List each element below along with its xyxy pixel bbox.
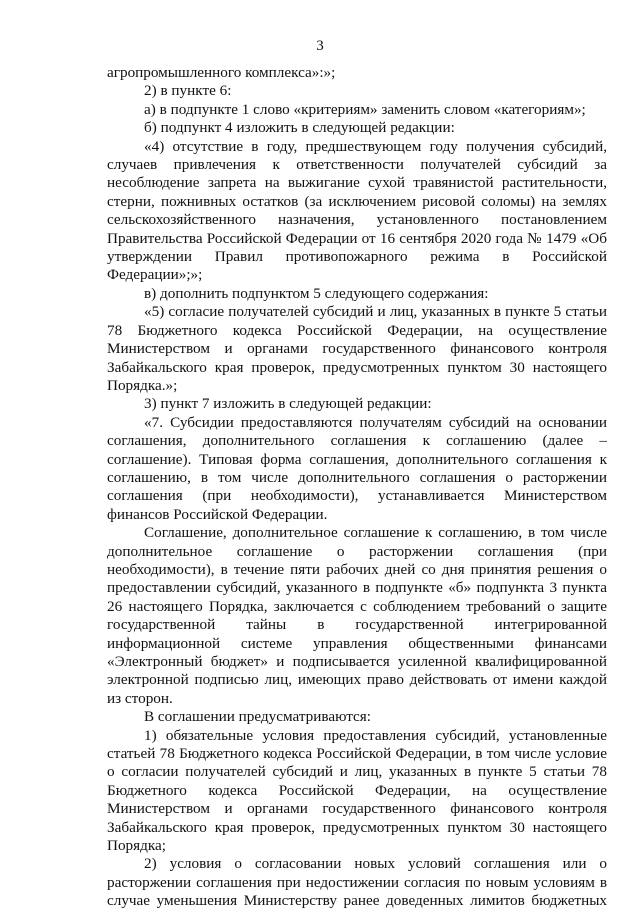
paragraph: «7. Субсидии предоставляются получателям субсидий на основании соглашения, дополнительного соглашения к соглашению (далее – соглашение). Типовая форма соглашения, дополнительного соглашения к соглашению, в том числе дополнительного соглашения о расторжении соглашения (при необходимости), устанавливается Министерством финансов Российской Федерации. xyxy=(107,413,607,523)
page-number: 3 xyxy=(316,38,324,54)
paragraph: б) подпункт 4 изложить в следующей редакции: xyxy=(144,119,455,137)
paragraph: «5) согласие получателей субсидий и лиц, указанных в пункте 5 статьи 78 Бюджетного кодекса Российской Федерации, на осуществление Министерством и органами государственного финансового контроля Забайкальского края проверок, предусмотренных пунктом 30 настоящего Порядка.»; xyxy=(107,303,607,394)
paragraph: Соглашение, дополнительное соглашение к соглашению, в том числе дополнительное соглашение о расторжении соглашения (при необходимости), в течение пяти рабочих дней со дня принятия решения о предоставлении субсидий, указанного в подпункте «б» подпункта 3 пункта 26 настоящего Порядка, заключается с соблюдением требований о защите государственной тайны в государственной интегрированной информационной системе управления общественными финансами «Электронный бюджет» и подписывается усиленной квалифицированной электронной подписью лиц, имеющих право действовать от имени каждой из сторон. xyxy=(107,524,607,707)
paragraph: в) дополнить подпунктом 5 следующего содержания: xyxy=(144,284,489,302)
paragraph: «4) отсутствие в году, предшествующем году получения субсидий, случаев привлечения к ответственности получателей субсидий за несоблюдение запрета на выжигание сухой травянистой растительности, стерни, пожнивных остатков (за исключением рисовой соломы) на землях сельскохозяйственного назначения, установленного постановлением Правительства Российской Федерации от 16 сентября 2020 года № 1479 «Об утверждении Правил противопожарного режима в Российской Федерации»;»; xyxy=(107,137,607,284)
paragraph: 2) условия о согласовании новых условий соглашения или о расторжении соглашения при недостижении согласия по новым условиям в случае уменьшения Министерству ранее доведенных лимитов бюджетных xyxy=(107,855,607,910)
paragraph: агропромышленного комплекса»:»; xyxy=(107,64,336,81)
document-body xyxy=(107,64,607,911)
paragraph: 1) обязательные условия предоставления субсидий, установленные статьей 78 Бюджетного кодекса Российской Федерации, в том числе условие о согласии получателей субсидий и лиц, указанных в пункте 5 статьи 78 Бюджетного кодекса Российской Федерации, на осуществление Министерством и органами государственного финансового контроля Забайкальского края проверок, предусмотренных пунктом 30 настоящего Порядка; xyxy=(107,726,607,855)
paragraph: а) в подпункте 1 слово «критериям» заменить словом «категориям»; xyxy=(144,100,586,118)
paragraph: В соглашении предусматриваются: xyxy=(144,708,372,726)
paragraph: 3) пункт 7 изложить в следующей редакции: xyxy=(144,395,432,413)
paragraph: 2) в пункте 6: xyxy=(144,82,232,100)
